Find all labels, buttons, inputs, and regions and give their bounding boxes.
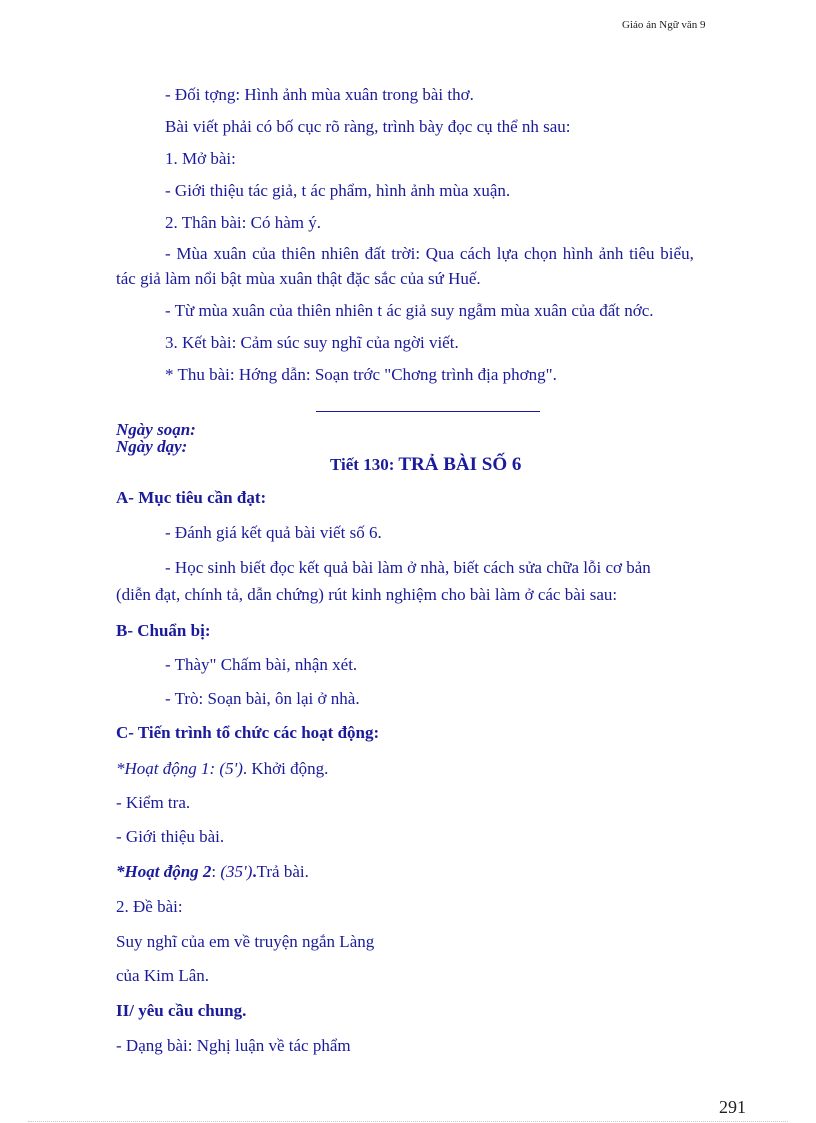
section-b-heading: B- Chuẩn bị: bbox=[116, 621, 211, 640]
activity-2-colon: : bbox=[211, 862, 221, 881]
text-line: - Giới thiệu tác giả, t ác phẩm, hình ảnh mùa xuận. bbox=[165, 181, 511, 200]
text-line: - Trò: Soạn bài, ôn lại ở nhà. bbox=[165, 689, 360, 708]
lesson-title bbox=[330, 454, 521, 476]
text-line: - Học sinh biết đọc kết quả bài làm ở nhà, biết cách sửa chữa lỗi cơ bản bbox=[165, 558, 651, 577]
activity-1-text: . Khởi động. bbox=[242, 759, 329, 778]
text-line: - Mùa xuân của thiên nhiên đất trời: Qua cách lựa chọn hình ảnh tiêu biểu, bbox=[165, 244, 694, 263]
text-line: 2. Thân bài: Có hàm ý. bbox=[165, 213, 321, 232]
text-line: - Đánh giá kết quả bài viết số 6. bbox=[165, 523, 382, 542]
text-line: - Kiểm tra. bbox=[116, 793, 191, 812]
section-c-heading: C- Tiến trình tổ chức các hoạt động: bbox=[116, 723, 380, 742]
text-line: 3. Kết bài: Cảm súc suy nghĩ của ngời viết. bbox=[165, 333, 459, 352]
requirements-heading: II/ yêu cầu chung. bbox=[116, 1001, 247, 1020]
text-line: 1. Mở bài: bbox=[165, 149, 236, 168]
activity-2-time: (35') bbox=[220, 862, 253, 881]
text-line: (diễn đạt, chính tả, dẫn chứng) rút kinh nghiệm cho bài làm ở các bài sau: bbox=[116, 585, 618, 604]
text-line: của Kim Lân. bbox=[116, 966, 209, 985]
page-header: Giáo án Ngữ văn 9 bbox=[622, 19, 706, 31]
text-line: * Thu bài: Hớng dẫn: Soạn trớc "Chơng trình địa phơng". bbox=[165, 365, 557, 384]
text-line: - Thày" Chấm bài, nhận xét. bbox=[165, 655, 358, 674]
lesson-name: TRẢ BÀI SỐ 6 bbox=[398, 454, 522, 475]
text-line: Bài viết phải có bố cục rõ ràng, trình bày đọc cụ thể nh sau: bbox=[165, 117, 571, 136]
ngay-soan-label: Ngày soạn: bbox=[116, 420, 196, 439]
text-line: - Giới thiệu bài. bbox=[116, 827, 225, 846]
text-line: Suy nghĩ của em về truyện ngắn Làng bbox=[116, 932, 375, 951]
activity-2-text: Trả bài. bbox=[256, 862, 309, 881]
text-line: tác giả làm nổi bật mùa xuân thật đặc sắc của sứ Huế. bbox=[116, 269, 481, 288]
text-line: - Từ mùa xuân của thiên nhiên t ác giả suy ngẫm mùa xuân của đất nớc. bbox=[165, 301, 654, 320]
activity-2-label: *Hoạt động 2 bbox=[116, 862, 212, 881]
separator-line bbox=[316, 411, 540, 412]
lesson-number: Tiết 130: bbox=[330, 455, 395, 474]
text-line: - Đối tợng: Hình ảnh mùa xuân trong bài thơ. bbox=[165, 85, 474, 104]
ngay-day-label: Ngày dạy: bbox=[116, 437, 188, 456]
activity-1-line bbox=[116, 758, 328, 780]
footer-rule bbox=[28, 1121, 788, 1122]
activity-1-label: *Hoạt động 1: (5') bbox=[116, 759, 243, 778]
activity-2-line bbox=[116, 861, 309, 883]
text-line: - Dạng bài: Nghị luận về tác phẩm bbox=[116, 1036, 351, 1055]
page-number: 291 bbox=[719, 1097, 746, 1117]
activity-2-dot: . bbox=[252, 862, 257, 881]
section-a-heading: A- Mục tiêu cần đạt: bbox=[116, 488, 267, 507]
text-line: 2. Đề bài: bbox=[116, 897, 183, 916]
